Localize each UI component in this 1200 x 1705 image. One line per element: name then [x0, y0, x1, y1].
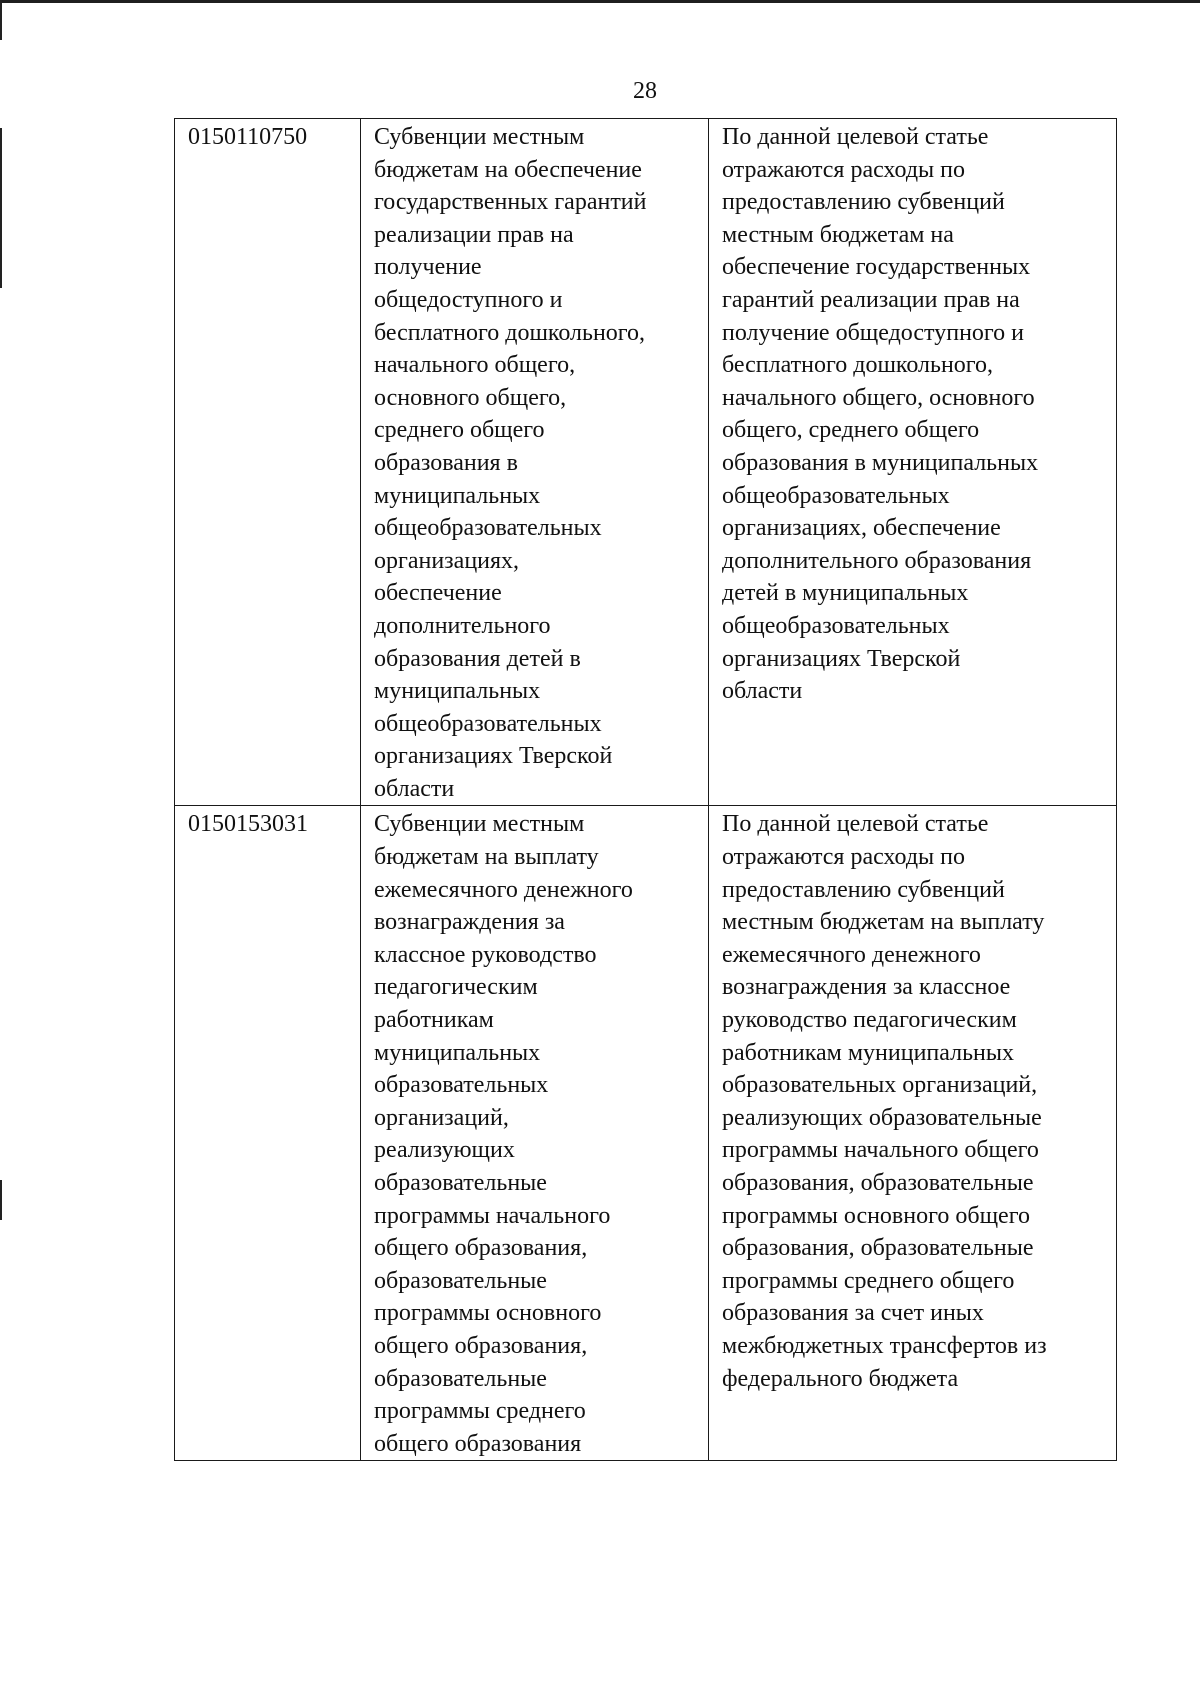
target-article-description-line: области: [722, 678, 803, 705]
target-article-description-line: вознаграждения за классное: [722, 974, 1011, 1001]
target-article-description-line: работникам муниципальных: [722, 1039, 1015, 1066]
target-article-code: 0150153031: [188, 811, 308, 838]
target-article-name-line: образования в: [374, 449, 518, 476]
target-article-name-line: общеобразовательных: [374, 710, 602, 737]
target-article-name-line: программы начального: [374, 1202, 611, 1229]
target-article-name-line: получение: [374, 254, 482, 281]
target-article-description-line: отражаются расходы по: [722, 844, 965, 871]
target-article-name-line: общеобразовательных: [374, 515, 602, 542]
target-article-description-line: образования, образовательные: [722, 1235, 1034, 1262]
target-article-name-line: реализующих: [374, 1137, 515, 1164]
target-article-description-line: федерального бюджета: [722, 1365, 959, 1392]
target-article-name-line: общедоступного и: [374, 286, 563, 313]
target-article-description-line: общего, среднего общего: [722, 417, 980, 444]
target-article-name-line: бюджетам на выплату: [374, 844, 599, 871]
target-article-name-line: образовательные: [374, 1267, 547, 1294]
target-article-name-line: программы основного: [374, 1300, 602, 1327]
target-article-description-line: По данной целевой статье: [722, 811, 989, 838]
target-article-code-cell: [175, 119, 361, 806]
target-article-code: 0150110750: [188, 124, 308, 150]
target-article-name-line: Субвенции местным: [374, 811, 585, 838]
target-article-description-line: межбюджетных трансфертов из: [722, 1332, 1047, 1359]
table-row: [175, 806, 1117, 1461]
target-article-description-line: общеобразовательных: [722, 482, 950, 509]
target-article-name-line: реализации прав на: [374, 221, 574, 248]
target-article-description-line: организациях Тверской: [722, 645, 961, 672]
target-article-name-line: муниципальных: [374, 482, 541, 509]
target-article-name-line: дополнительного: [374, 612, 551, 639]
scan-top-edge: [0, 0, 1200, 3]
target-article-name-line: педагогическим: [374, 974, 538, 1001]
target-article-name-line: бюджетам на обеспечение: [374, 156, 642, 183]
target-article-description-line: образовательных организаций,: [722, 1072, 1038, 1099]
target-article-description-line: обеспечение государственных: [722, 254, 1031, 281]
target-article-name-line: организациях,: [374, 547, 520, 574]
target-article-name-line: начального общего,: [374, 352, 576, 379]
target-article-description-line: ежемесячного денежного: [722, 941, 981, 968]
target-article-name-line: образовательные: [374, 1365, 547, 1392]
target-article-name-line: образования детей в: [374, 645, 581, 672]
target-article-name-line: общего образования,: [374, 1332, 588, 1359]
budget-classification-table: [174, 118, 1117, 1461]
target-article-name-line: организациях Тверской: [374, 743, 613, 770]
target-article-description-line: местным бюджетам на выплату: [722, 909, 1045, 936]
target-article-name-line: общего образования: [374, 1430, 582, 1457]
target-article-name-line: ежемесячного денежного: [374, 876, 633, 903]
target-article-description-line: По данной целевой статье: [722, 124, 989, 150]
scan-left-edge-mark: [0, 128, 2, 288]
target-article-description-line: программы среднего общего: [722, 1267, 1015, 1294]
target-article-name-line: области: [374, 775, 455, 802]
target-article-description-line: дополнительного образования: [722, 547, 1032, 574]
target-article-name-line: Субвенции местным: [374, 124, 585, 150]
target-article-name-line: классное руководство: [374, 941, 597, 968]
target-article-description-line: местным бюджетам на: [722, 221, 954, 248]
target-article-description-line: бесплатного дошкольного,: [722, 352, 994, 379]
target-article-description-line: образования в муниципальных: [722, 449, 1039, 476]
table-body: [175, 119, 1117, 1461]
target-article-description-line: программы основного общего: [722, 1202, 1030, 1229]
target-article-description-line: детей в муниципальных: [722, 580, 969, 607]
target-article-name-line: работникам: [374, 1007, 494, 1034]
target-article-name-line: муниципальных: [374, 678, 541, 705]
target-article-name-cell: [361, 119, 709, 806]
target-article-description-line: руководство педагогическим: [722, 1007, 1017, 1034]
target-article-name-line: организаций,: [374, 1104, 509, 1131]
target-article-description-cell: [709, 119, 1117, 806]
target-article-name-line: среднего общего: [374, 417, 545, 444]
target-article-description-line: программы начального общего: [722, 1137, 1039, 1164]
target-article-description-line: гарантий реализации прав на: [722, 286, 1020, 313]
target-article-name-line: общего образования,: [374, 1235, 588, 1262]
target-article-name-line: обеспечение: [374, 580, 502, 607]
target-article-description-cell: [709, 806, 1117, 1461]
target-article-description-line: получение общедоступного и: [722, 319, 1025, 346]
scan-left-edge-mark: [0, 0, 2, 40]
target-article-description-line: предоставлению субвенций: [722, 876, 1005, 903]
target-article-name-line: государственных гарантий: [374, 189, 647, 216]
target-article-code-cell: [175, 806, 361, 1461]
target-article-name-line: программы среднего: [374, 1398, 586, 1425]
target-article-name-line: образовательных: [374, 1072, 549, 1099]
target-article-description-line: начального общего, основного: [722, 384, 1035, 411]
target-article-description-line: образования, образовательные: [722, 1170, 1034, 1196]
target-article-name-line: муниципальных: [374, 1039, 541, 1066]
target-article-description-line: предоставлению субвенций: [722, 189, 1005, 216]
target-article-description-line: отражаются расходы по: [722, 156, 965, 183]
target-article-name-cell: [361, 806, 709, 1461]
target-article-description-line: образования за счет иных: [722, 1300, 984, 1327]
page-number: 28: [633, 78, 657, 104]
target-article-description-line: общеобразовательных: [722, 612, 950, 639]
target-article-name-line: бесплатного дошкольного,: [374, 319, 646, 346]
target-article-name-line: вознаграждения за: [374, 909, 565, 936]
target-article-description-line: реализующих образовательные: [722, 1104, 1042, 1131]
table-row: [175, 119, 1117, 806]
scan-left-edge-mark: [0, 1180, 2, 1220]
target-article-description-line: организациях, обеспечение: [722, 515, 1001, 542]
target-article-name-line: образовательные: [374, 1170, 547, 1196]
target-article-name-line: основного общего,: [374, 384, 567, 411]
